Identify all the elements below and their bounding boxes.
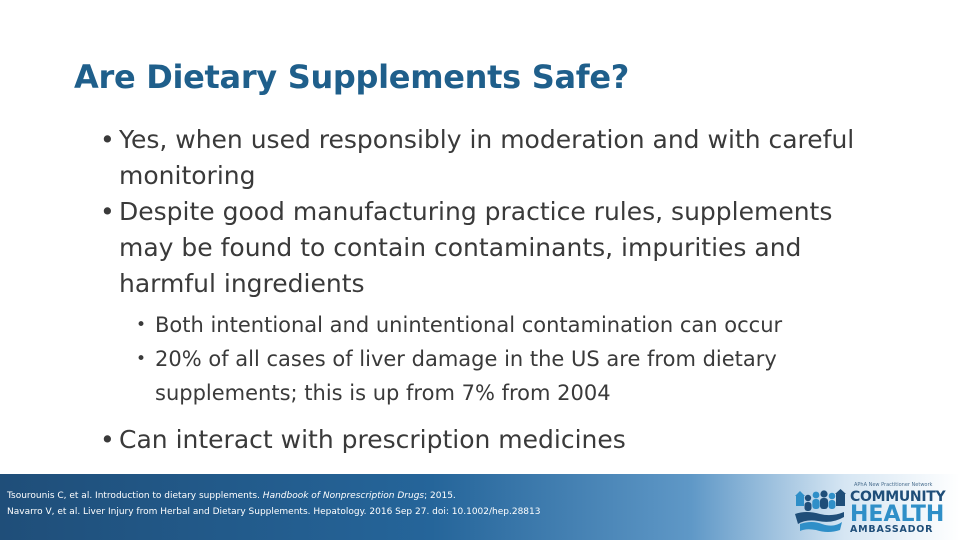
sub-bullet-item: • Both intentional and unintentional contamination can occur xyxy=(136,308,890,342)
logo-ambassador: AMBASSADOR xyxy=(850,524,934,535)
reference-1-text: Tsourounis C, et al. Introduction to dietary supplements. xyxy=(7,491,263,501)
sub-bullet-item: • 20% of all cases of liver damage in the US are from dietary supplements; this is up from 7% from 2004 xyxy=(136,342,890,410)
community-health-ambassador-logo xyxy=(792,480,952,536)
reference-1 xyxy=(7,491,456,501)
bullet-item: • Despite good manufacturing practice rules, supplements may be found to contain contaminants, impurities and harmful ingredients xyxy=(100,194,890,302)
reference-2: Navarro V, et al. Liver Injury from Herbal and Dietary Supplements. Hepatology. 2016 Sep 27. doi: 10.1002/hep.28813 xyxy=(7,507,541,517)
bullet-item: • Can interact with prescription medicines xyxy=(100,422,890,458)
community-people-icon xyxy=(792,484,848,534)
logo-health: HEALTH xyxy=(850,502,945,527)
logo-community: COMMUNITY xyxy=(850,489,946,505)
reference-1-source: Handbook of Nonprescription Drugs xyxy=(262,491,425,501)
logo-tagline: APhA New Practitioner Network xyxy=(854,482,933,488)
slide-title: Are Dietary Supplements Safe? xyxy=(74,58,630,96)
bullet-item: • Yes, when used responsibly in moderation and with careful monitoring xyxy=(100,122,890,194)
reference-1-year: ; 2015. xyxy=(424,491,456,501)
bullet-list xyxy=(100,122,890,458)
